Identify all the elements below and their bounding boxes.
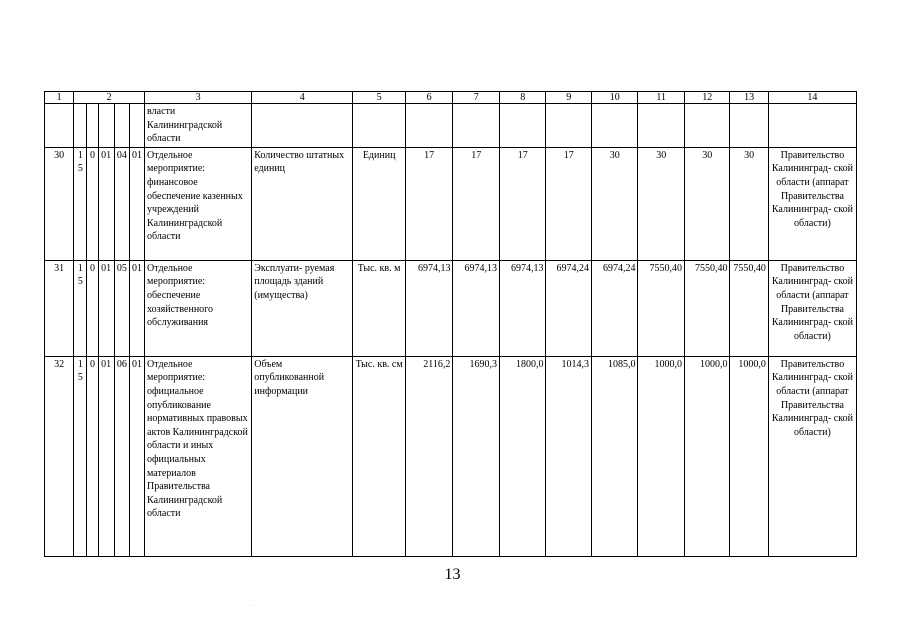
indicator-name: Объем опубликованной информации [252,356,353,556]
indicator-name: Количество штатных единиц [252,147,353,260]
indicator-name: Эксплуати- руемая площадь зданий (имущества) [252,260,353,356]
value-cell: 30 [684,147,730,260]
code-part [114,104,129,148]
indicator-table [44,91,857,557]
unit: Тыс. кв. м [353,260,406,356]
unit [353,104,406,148]
value-cell: 17 [453,147,500,260]
header-col-5: 5 [353,92,406,104]
unit: Тыс. кв. см [353,356,406,556]
header-col-3: 3 [145,92,252,104]
value-cell [638,104,685,148]
header-col-12: 12 [684,92,730,104]
value-cell [499,104,546,148]
executor [768,104,856,148]
value-cell: 7550,40 [638,260,685,356]
value-cell: 1000,0 [684,356,730,556]
value-cell: 6974,24 [591,260,638,356]
row-number: 32 [45,356,74,556]
code-part: 01 [98,147,114,260]
code-part: 01 [98,356,114,556]
value-cell: 6974,13 [453,260,500,356]
value-cell: 1085,0 [591,356,638,556]
value-cell: 30 [730,147,768,260]
code-part: 01 [129,260,144,356]
code-part [129,104,144,148]
header-col-7: 7 [453,92,500,104]
value-cell [684,104,730,148]
header-col-11: 11 [638,92,685,104]
table-row [45,356,857,556]
value-cell: 30 [591,147,638,260]
event-name: Отдельное мероприятие: финансовое обеспечение казенных учреждений Калининградской области [145,147,252,260]
header-col-8: 8 [499,92,546,104]
value-cell [405,104,453,148]
value-cell [546,104,592,148]
code-part: 0 [87,260,98,356]
header-col-13: 13 [730,92,768,104]
value-cell: 1000,0 [638,356,685,556]
code-part: 0 [87,356,98,556]
header-col-9: 9 [546,92,592,104]
header-col-4: 4 [252,92,353,104]
header-row [45,92,857,104]
value-cell: 2116,2 [405,356,453,556]
value-cell [730,104,768,148]
code-part [87,104,98,148]
code-part [98,104,114,148]
executor: Правительство Калининград- ской области (аппарат Правительства Калининград- ской области) [768,147,856,260]
value-cell: 1690,3 [453,356,500,556]
code-part: 01 [129,147,144,260]
code-part: 15 [74,260,87,356]
indicator-name [252,104,353,148]
code-part: 0 [87,147,98,260]
value-cell: 7550,40 [684,260,730,356]
code-part: 04 [114,147,129,260]
code-part [74,104,87,148]
header-col-14: 14 [768,92,856,104]
code-part: 01 [129,356,144,556]
value-cell: 7550,40 [730,260,768,356]
value-cell [453,104,500,148]
table-row [45,104,857,148]
value-cell: 30 [638,147,685,260]
row-number: 30 [45,147,74,260]
executor: Правительство Калининград- ской области (аппарат Правительства Калининград- ской области) [768,356,856,556]
table-row [45,260,857,356]
code-part: 15 [74,356,87,556]
header-col-10: 10 [591,92,638,104]
code-part: 06 [114,356,129,556]
value-cell: 1800,0 [499,356,546,556]
header-col-1: 1 [45,92,74,104]
value-cell [591,104,638,148]
table-row [45,147,857,260]
scan-artifact: · · · [246,603,255,609]
value-cell: 6974,24 [546,260,592,356]
value-cell: 17 [499,147,546,260]
value-cell: 17 [405,147,453,260]
code-part: 15 [74,147,87,260]
event-name: Отдельное мероприятие: обеспечение хозяйственного обслуживания [145,260,252,356]
event-name: Отдельное мероприятие: официальное опубликование нормативных правовых актов Калининградской области и иных официальных материалов Правительства Калининградской области [145,356,252,556]
event-name: власти Калининградской области [145,104,252,148]
unit: Единиц [353,147,406,260]
header-col-2: 2 [74,92,145,104]
page-number: 13 [444,566,461,583]
value-cell: 6974,13 [405,260,453,356]
executor: Правительство Калининград- ской области (аппарат Правительства Калининград- ской области) [768,260,856,356]
row-number: 31 [45,260,74,356]
row-number [45,104,74,148]
code-part: 01 [98,260,114,356]
value-cell: 1014,3 [546,356,592,556]
code-part: 05 [114,260,129,356]
value-cell: 6974,13 [499,260,546,356]
header-col-6: 6 [405,92,453,104]
value-cell: 1000,0 [730,356,768,556]
value-cell: 17 [546,147,592,260]
